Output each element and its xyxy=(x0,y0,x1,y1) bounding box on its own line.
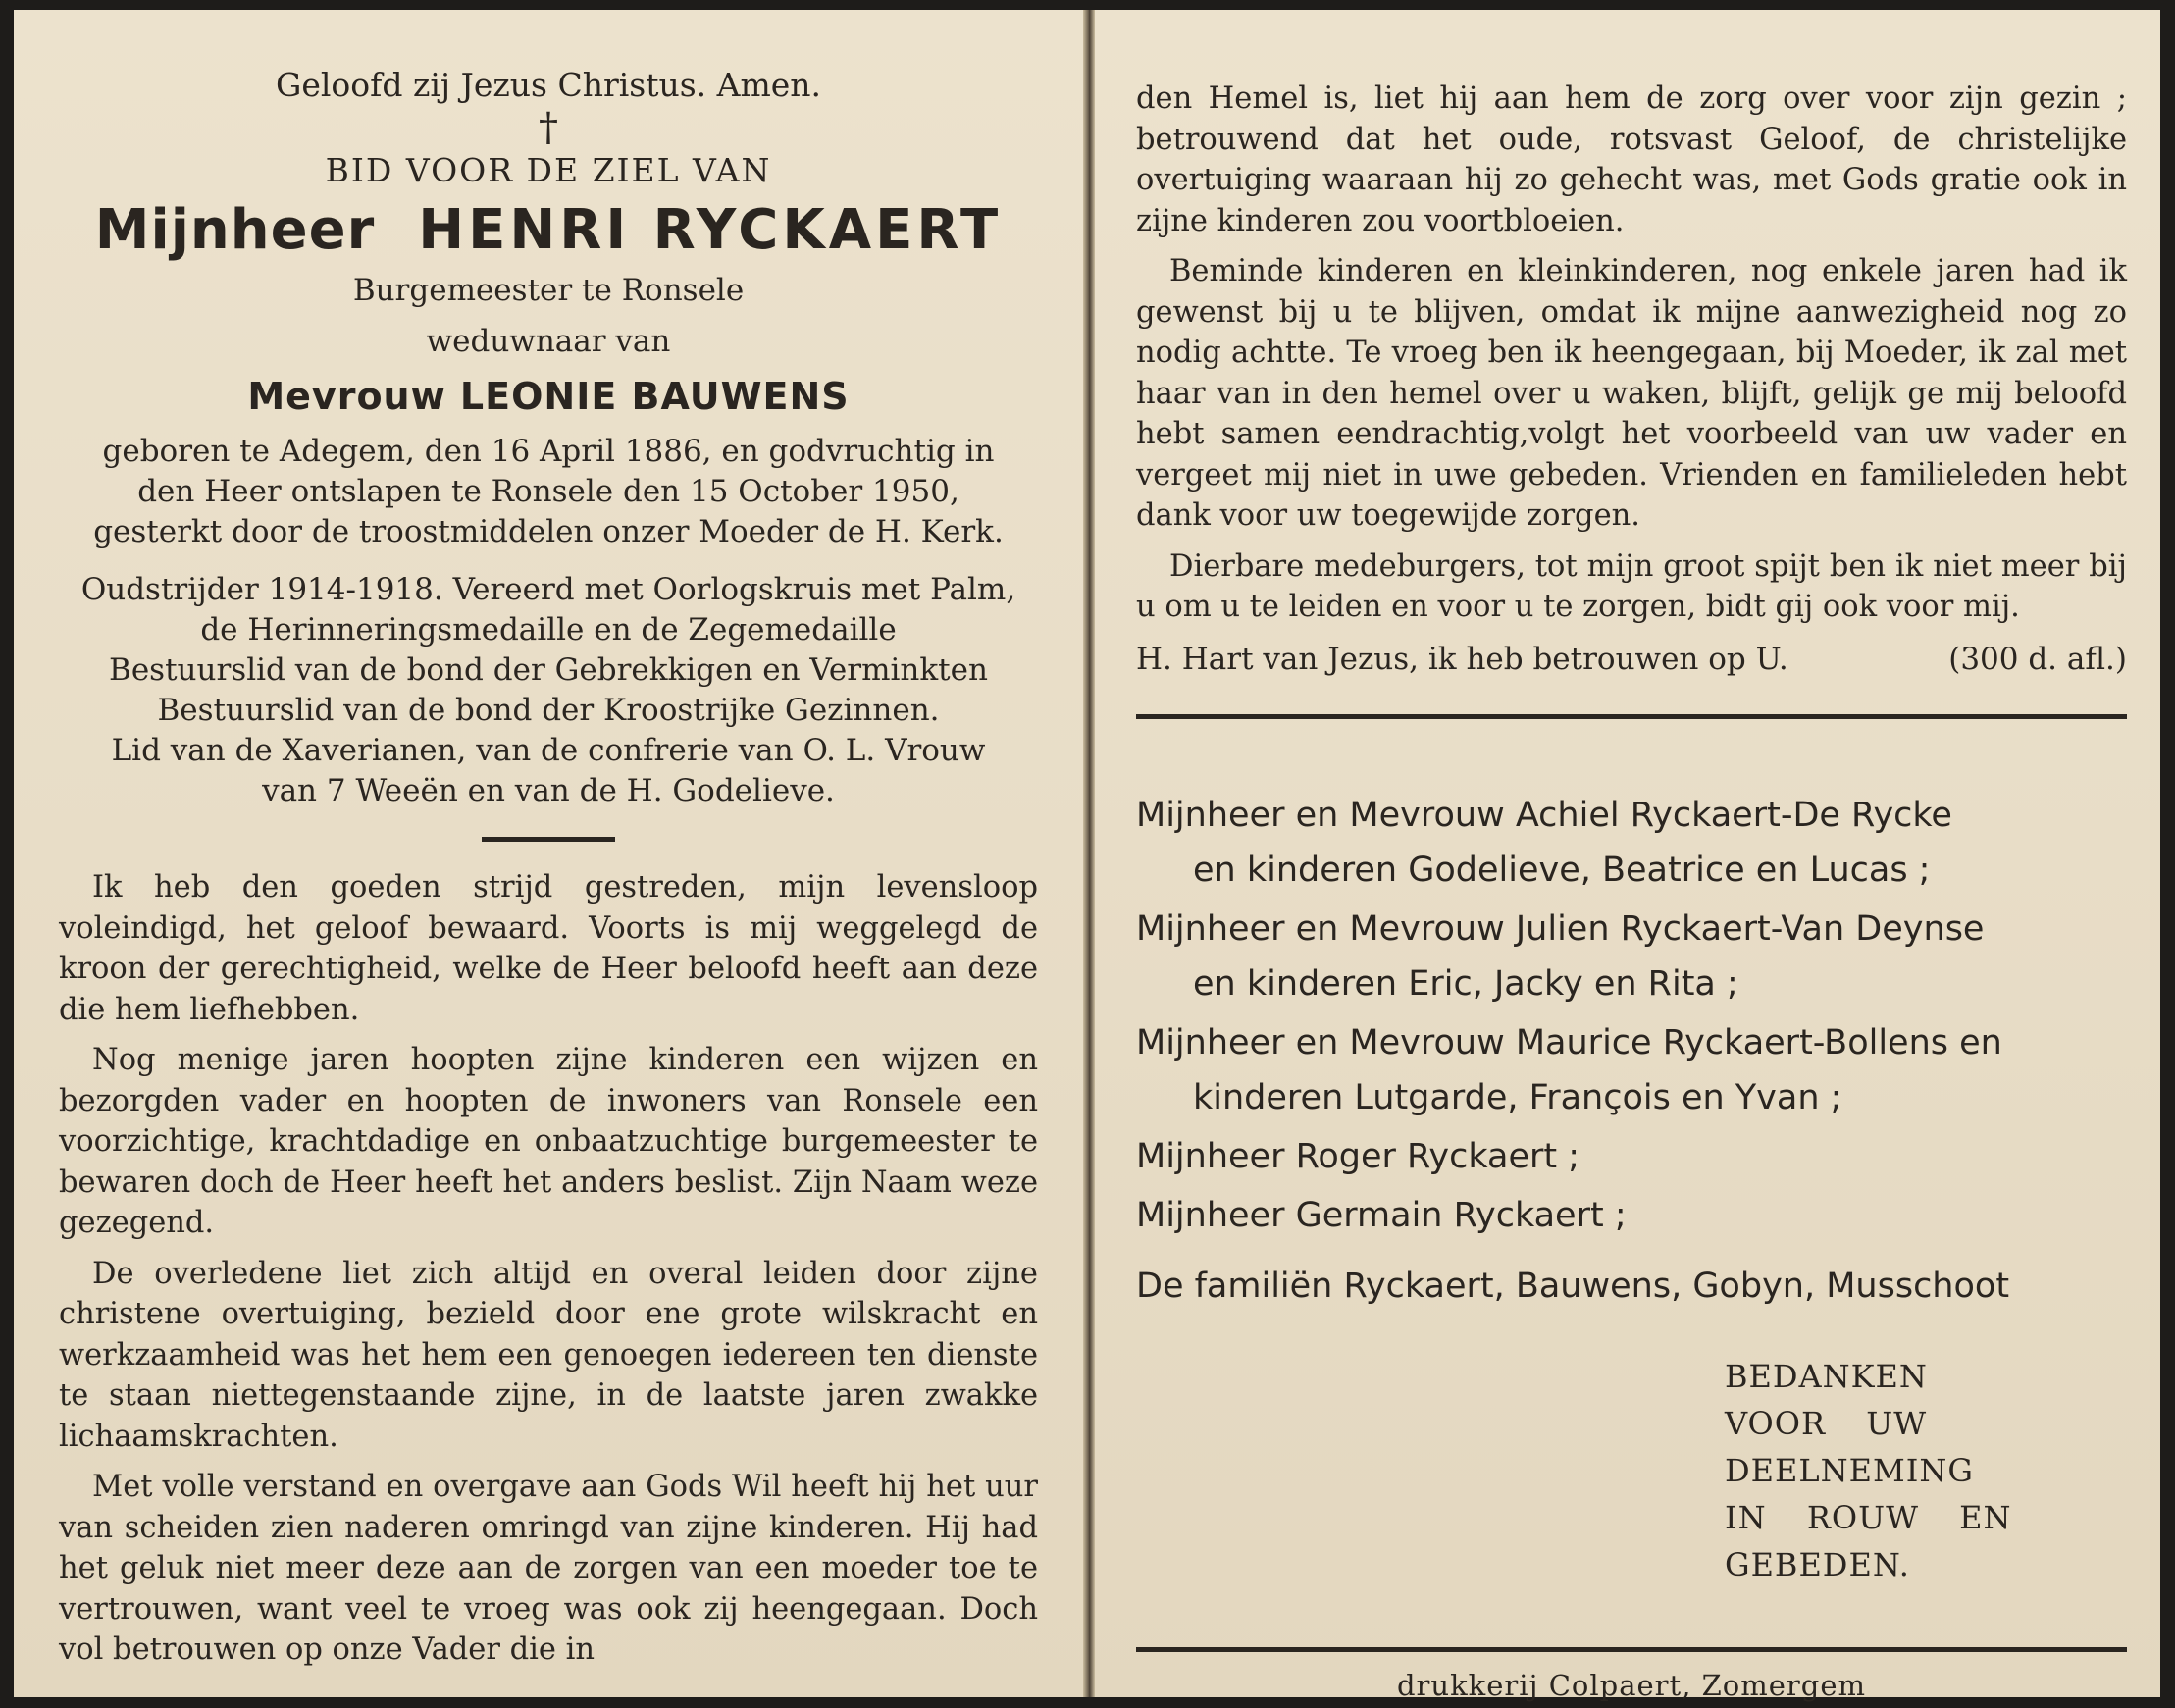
body-paragraph: Beminde kinderen en kleinkinderen, nog enkele jaren had ik gewenst bij u te blijven, omdat ik mijne aanwezigheid nog zo nodig achtte. Te vroeg ben ik heengegaan, bij Moeder, ik zal met haar van in den hemel over u waken, blijft, gelijk ge mij beloofd hebt samen eendrachtig,volgt het voorbeeld van uw vader en vergeet mij niet in uwe gebeden. Vrienden en familieleden hebt dank voor uw toegewijde zorgen. xyxy=(1136,254,2127,533)
honors-line: Lid van de Xaverianen, van de confrerie van O. L. Vrouw xyxy=(111,733,986,768)
thanks-word: DEELNEMING xyxy=(1725,1451,1974,1489)
honors-line: Bestuurslid van de bond der Kroostrijke Gezinnen. xyxy=(157,693,940,728)
thanks-word: VOOR xyxy=(1725,1404,1827,1442)
pray-for-line: BID VOOR DE ZIEL VAN xyxy=(325,151,772,189)
birth-death-line: den Heer ontslapen te Ronsele den 15 October 1950, xyxy=(137,474,959,509)
family-line: Mijnheer Germain Ryckaert ; xyxy=(1136,1195,1627,1235)
family-line: en kinderen Eric, Jacky en Rita ; xyxy=(1193,963,1738,1004)
body-paragraph: Ik heb den goeden strijd gestreden, mijn levensloop voleindigd, het geloof bewaard. Voorts is mij weggelegd de kroon der gerechtigheid, welke de Heer beloofd heeft aan deze die hem liefhebben. xyxy=(59,870,1038,1027)
card-fold xyxy=(1083,10,1095,1697)
indulgence-note: (300 d. afl.) xyxy=(1948,641,2127,677)
deceased-salutation: Mijnheer xyxy=(94,198,376,262)
deceased-name xyxy=(59,196,1038,265)
deceased-title: Burgemeester te Ronsele xyxy=(352,273,745,308)
body-paragraph: den Hemel is, liet hij aan hem de zorg over voor zijn gezin ; betrouwend dat het oude, rotsvast Geloof, de christelijke overtuiging waaraan hij zo gehecht was, met Gods gratie ook in zijne kinderen zou voortbloeien. xyxy=(1136,81,2127,238)
right-page xyxy=(1095,10,2160,1702)
divider xyxy=(1136,1647,2127,1652)
body-paragraph: De overledene liet zich altijd en overal leiden door zijne christene overtuiging, bezield door ene grote wilskracht en werkzaamheid was het hem een genoegen iedereen ten dienste te staan niettegenstaande zijne, in de laatste jaren zwakke lichaamskrachten. xyxy=(59,1256,1038,1454)
wife-name: Mevrouw LEONIE BAUWENS xyxy=(247,375,850,418)
body-paragraph: Nog menige jaren hoopten zijne kinderen een wijzen en bezorgden vader en hoopten de inwoners van Ronsele een voorzichtige, krachtdadige en onbaatzuchtige burgemeester te bewaren doch de Heer heeft het anders beslist. Zijn Naam weze gezegend. xyxy=(59,1043,1038,1240)
thanks-block xyxy=(1725,1353,2127,1588)
thanks-word: BEDANKEN xyxy=(1725,1357,1928,1395)
divider xyxy=(482,837,615,842)
memorial-card xyxy=(14,10,2160,1702)
birth-death-block xyxy=(59,432,1038,552)
family-line: Mijnheer Roger Ryckaert ; xyxy=(1136,1136,1580,1176)
honors-line: van 7 Weeën en van de H. Godelieve. xyxy=(262,773,835,808)
honors-line: Oudstrijder 1914-1918. Vereerd met Oorlogskruis met Palm, xyxy=(80,572,1016,607)
honors-line: Bestuurslid van de bond der Gebrekkigen en Verminkten xyxy=(109,652,988,688)
thanks-line xyxy=(1725,1400,2127,1494)
thanks-line xyxy=(1725,1494,2127,1588)
family-line: en kinderen Godelieve, Beatrice en Lucas ; xyxy=(1193,850,1931,890)
header-invocation: Geloofd zij Jezus Christus. Amen. xyxy=(275,66,822,104)
family-line: De familiën Ryckaert, Bauwens, Gobyn, Musschoot xyxy=(1136,1266,2010,1306)
thanks-word: GEBEDEN. xyxy=(1725,1545,1910,1583)
thanks-line xyxy=(1725,1353,2127,1400)
family-line: Mijnheer en Mevrouw Maurice Ryckaert-Bollens en xyxy=(1136,1022,2002,1062)
thanks-word: UW xyxy=(1866,1404,1928,1442)
birth-death-line: gesterkt door de troostmiddelen onzer Moeder de H. Kerk. xyxy=(93,514,1004,549)
family-line: kinderen Lutgarde, François en Yvan ; xyxy=(1193,1077,1842,1117)
widower-of-line: weduwnaar van xyxy=(426,324,671,359)
printer-credit: drukkerij Colpaert, Zomergem xyxy=(1396,1668,1866,1702)
cross-icon: † xyxy=(539,105,558,150)
thanks-word: EN xyxy=(1959,1498,2012,1536)
prayer-line xyxy=(1136,638,2127,681)
family-line: Mijnheer en Mevrouw Julien Ryckaert-Van Deynse xyxy=(1136,908,1985,949)
deceased-full-name: HENRI RYCKAERT xyxy=(418,198,1003,262)
honors-block xyxy=(59,570,1038,811)
body-paragraph: Met volle verstand en overgave aan Gods Wil heeft hij het uur van scheiden zien naderen omringd van zijne kinderen. Hij had het geluk niet meer deze aan de zorgen van een moeder toe te vertrouwen, want veel te vroeg was ook zij heengegaan. Doch vol betrouwen op onze Vader die in xyxy=(59,1470,1038,1667)
left-page xyxy=(14,10,1083,1697)
family-block xyxy=(1136,788,2127,1314)
birth-death-line: geboren te Adegem, den 16 April 1886, en godvruchtig in xyxy=(102,434,995,469)
honors-line: de Herinneringsmedaille en de Zegemedaille xyxy=(200,612,897,647)
thanks-word: IN xyxy=(1725,1498,1767,1536)
prayer-text: H. Hart van Jezus, ik heb betrouwen op U. xyxy=(1136,641,1788,677)
body-paragraph: Dierbare medeburgers, tot mijn groot spijt ben ik niet meer bij u om u te leiden en voor u te zorgen, bidt gij ook voor mij. xyxy=(1136,548,2127,624)
divider xyxy=(1136,714,2127,719)
thanks-word: ROUW xyxy=(1806,1498,1919,1536)
family-line: Mijnheer en Mevrouw Achiel Ryckaert-De Rycke xyxy=(1136,795,1952,835)
